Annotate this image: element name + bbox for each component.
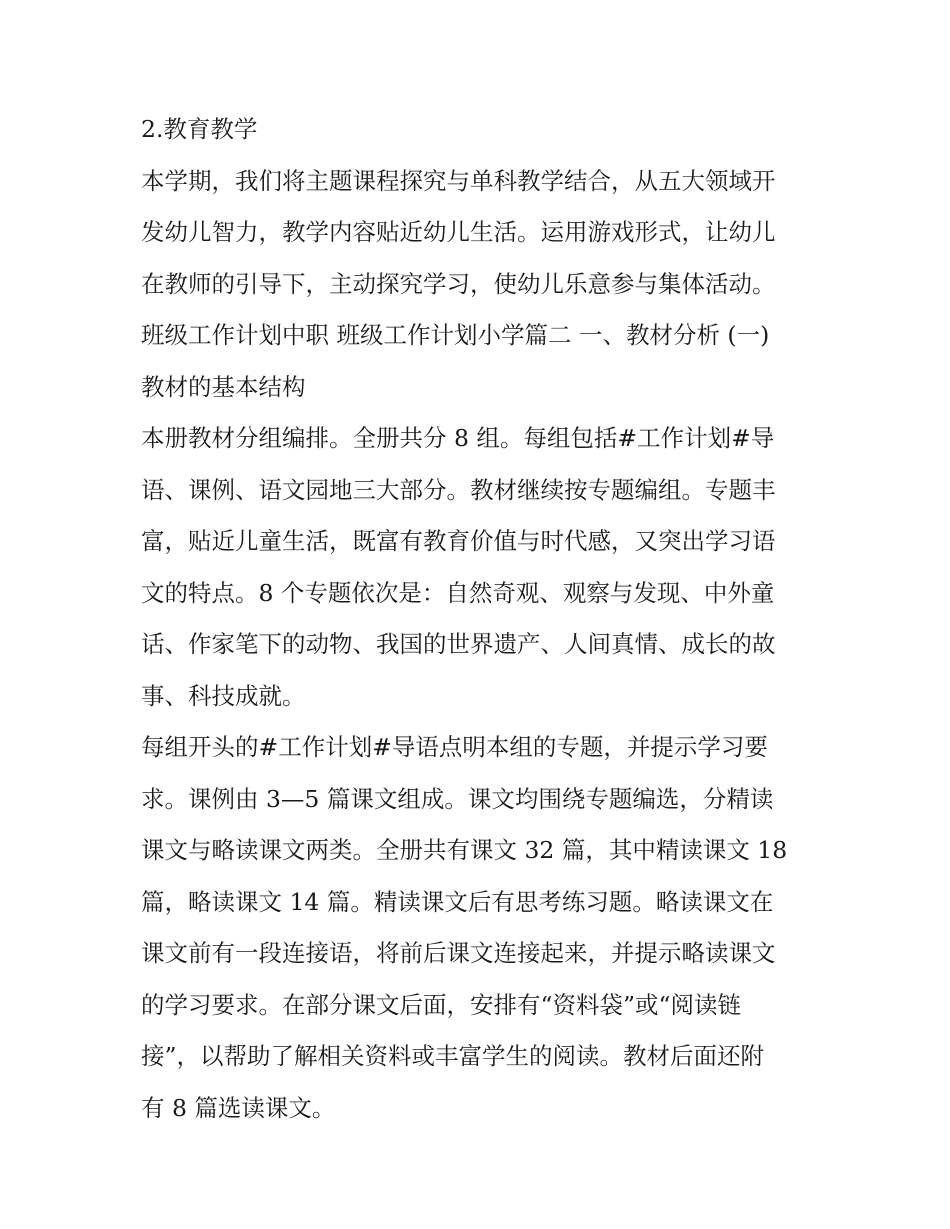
- text-line: 篇，略读课文 14 篇。精读课文后有思考练习题。略读课文在: [141, 887, 774, 916]
- document-body: [141, 104, 821, 1134]
- text-line: 发幼儿智力，教学内容贴近幼儿生活。运用游戏形式，让幼儿: [141, 218, 776, 246]
- text-line: 文的特点。8 个专题依次是：自然奇观、观察与发现、中外童: [141, 578, 775, 607]
- text-line: 本册教材分组编排。全册共分 8 组。每组包括#工作计划#导: [141, 424, 775, 452]
- text-line: 求。课例由 3—5 篇课文组成。课文均围绕专题编选，分精读: [141, 784, 774, 813]
- text-line: 语、课例、语文园地三大部分。教材继续按专题编组。专题丰: [141, 475, 776, 504]
- text-line: 每组开头的#工作计划#导语点明本组的专题，并提示学习要: [141, 733, 768, 761]
- text-line: 教材的基本结构: [141, 372, 306, 401]
- text-line: 的学习要求。在部分课文后面，安排有“资料袋”或“阅读链: [141, 990, 742, 1019]
- text-line: 富，贴近儿童生活，既富有教育价值与时代感，又突出学习语: [141, 527, 776, 555]
- text-line: 本学期，我们将主题课程探究与单科教学结合，从五大领域开: [141, 166, 776, 195]
- text-line: 课文与略读课文两类。全册共有课文 32 篇，其中精读课文 18: [141, 836, 788, 864]
- text-line: 有 8 篇选读课文。: [141, 1093, 336, 1122]
- text-line: 课文前有一段连接语，将前后课文连接起来，并提示略读课文: [141, 939, 776, 967]
- text-line: 话、作家笔下的动物、我国的世界遗产、人间真情、成长的故: [141, 630, 776, 658]
- text-line: 班级工作计划中职 班级工作计划小学篇二 一、教材分析 (一): [141, 321, 770, 349]
- text-line: 在教师的引导下，主动探究学习，使幼儿乐意参与集体活动。: [141, 269, 776, 298]
- section-heading: 2.教育教学: [141, 115, 258, 143]
- text-line: 事、科技成就。: [141, 681, 306, 710]
- text-line: 接”，以帮助了解相关资料或丰富学生的阅读。教材后面还附: [141, 1042, 765, 1070]
